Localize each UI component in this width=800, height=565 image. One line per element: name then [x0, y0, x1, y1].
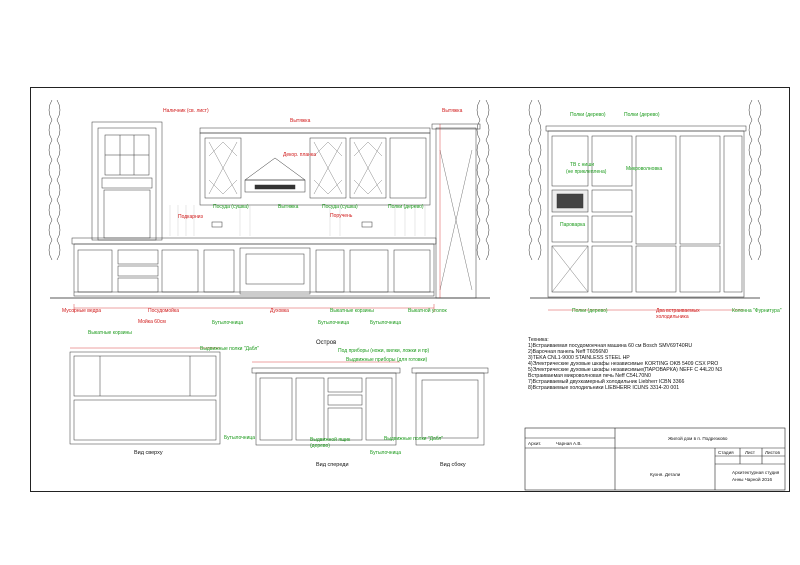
top-view [70, 352, 220, 444]
label-dishes-left: Посуда (сушка) [213, 204, 249, 210]
side-elevation [529, 100, 761, 298]
label-shelves-top-left: Полки (дерево) [570, 112, 606, 118]
caption-front-view: Вид спереди [316, 462, 349, 468]
label-dishes-mid: Посуда (сушка) [322, 204, 358, 210]
caption-side-view: Вид сбоку [440, 462, 466, 468]
label-railing: Поручень [330, 213, 353, 219]
notes-line-8: 8)Встраиваемые холодильники LIEBHERR ICUNS 3314-20 001 [528, 385, 680, 391]
label-drawer-devices: Выдвижные приборы (для готовки) [346, 357, 428, 363]
tb-project: Жилой дом в п. Подрезково [668, 436, 728, 441]
notes-line-6: Встраиваемая микроволновая печь Neff C54L70N0 [528, 373, 651, 379]
island-title: Остров [316, 340, 337, 346]
label-column: Колонна "Фурнитура" [732, 308, 782, 314]
label-shelves-right: Полки (дерево) [388, 204, 424, 210]
label-for-cutlery: Под приборы (ножи, вилки, ложки и пр) [338, 348, 430, 354]
label-corner-pull: Выкатной уголок [408, 308, 447, 314]
label-hood-top: Наличник (св. лист) [163, 108, 209, 114]
label-sink-left: Мусорные ведра [62, 308, 102, 314]
label-dishwasher: Посудомойка [148, 308, 179, 314]
island-front [252, 368, 400, 445]
caption-top-view: Вид сверху [134, 450, 163, 456]
label-podcornice: Подкарниз [178, 214, 203, 220]
label-decor-moulding: Декор. планка [283, 152, 316, 158]
tb-firm-2: Анны Чарной 2016 [732, 477, 773, 482]
tb-firm-1: Архитектурная студия [732, 470, 780, 475]
label-duplex: Духовка [270, 308, 289, 314]
label-drawers-top: Выдвижные полки "Дабл" [200, 346, 260, 352]
notes-line-2: 2)Варочная панель Neff T6056N0 [528, 349, 608, 355]
label-drawer-bottom: Выдвижной ящик (дерево) [310, 437, 351, 449]
label-hood-mid: Вытяжка [278, 204, 299, 210]
front-elevation [49, 100, 490, 298]
notes-line-0: Техника: [528, 337, 549, 343]
island-side [412, 368, 488, 445]
notes-line-1: 1)Встраиваемая посудомоечная машина 60 см Bosch SMV69T40RU [528, 343, 693, 349]
notes-line-5: 5)Электрические духовые шкафы независимые(ПАРОВАРКА) NEFF C 44L20 N3 [528, 367, 723, 373]
label-sink-60: Мойка 60см [138, 319, 166, 325]
label-pull-out-baskets: Выкатные корзины [88, 330, 132, 336]
label-drawers-double: Выдвижные полки "Дабл" [384, 436, 444, 442]
tb-author: Чарная А.В. [556, 441, 582, 446]
label-hood-right: Вытяжка [442, 108, 463, 114]
label-tv-niche-2: (не приклеплена) [566, 169, 607, 175]
tb-author-role: Архит. [528, 441, 542, 446]
label-island-bottle-holder: Бутылочница [224, 435, 256, 441]
tb-sheet-h: Лист [745, 450, 755, 455]
tb-sheets-h: Листов [765, 450, 780, 455]
tb-sheet-title: Кухня. Детали [650, 472, 681, 477]
label-fridges: Два встраиваемых холодильника [656, 308, 700, 320]
tb-stage-h: Стадия [718, 450, 734, 455]
notes-line-3: 3)TEKA CNL1-9000 STAINLESS STEEL HP [528, 355, 630, 361]
notes-line-4: 4)Электрические духовые шкафы независимые KORTING OKB 5409 CSX PRO [528, 361, 719, 367]
label-shelves-bottom: Полки (дерево) [572, 308, 608, 314]
label-bottle-holder-3: Бутылочница [370, 320, 402, 326]
label-island-bottle-holder-2: Бутылочница [370, 450, 402, 456]
label-tv-niche-1: ТВ с ниши [570, 162, 595, 168]
label-shelves-top-right: Полки (дерево) [624, 112, 660, 118]
notes-line-7: 7)Встраиваемый двухкамерный холодильник Liebherr ICBN 3366 [528, 379, 685, 385]
label-microwave: Микроволновка [626, 166, 663, 172]
label-bottle-holder-1: Бутылочница [212, 320, 244, 326]
label-bottle-holder-2: Бутылочница [318, 320, 350, 326]
equipment-notes [528, 337, 722, 391]
label-pull-out-baskets-2: Выкатные корзины [330, 308, 374, 314]
label-steamer: Пароварка [560, 222, 586, 228]
label-hood: Вытяжка [290, 118, 311, 124]
